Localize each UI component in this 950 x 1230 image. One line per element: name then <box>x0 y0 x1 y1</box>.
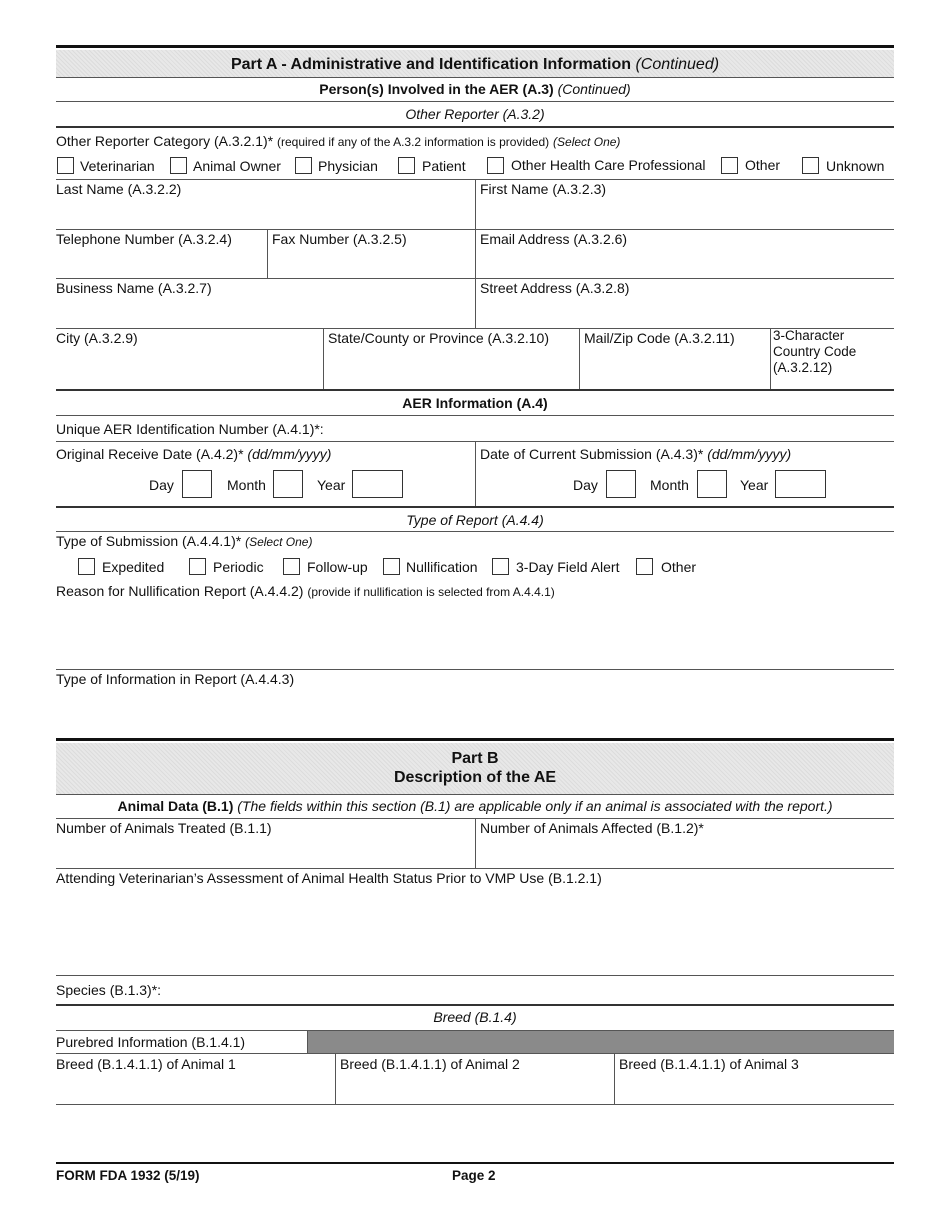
type-submission-text: Type of Submission (A.4.4.1)* <box>56 533 242 549</box>
part-a-title-text: Part A - Administrative and Identification Information <box>230 56 631 73</box>
type-submission-label <box>56 533 312 551</box>
label-other: Other <box>745 157 781 173</box>
orig-day-label: Day <box>149 477 174 493</box>
checkbox-other-hcp[interactable] <box>487 157 504 174</box>
zip-field[interactable]: Mail/Zip Code (A.3.2.11) <box>584 330 735 346</box>
original-date-text: Original Receive Date (A.4.2)* <box>56 446 244 462</box>
label-3-day-field-alert: 3-Day Field Alert <box>516 559 620 575</box>
curr-month-input[interactable] <box>697 470 727 498</box>
label-unknown: Unknown <box>826 158 885 174</box>
rule <box>56 1053 894 1054</box>
type-info-field[interactable]: Type of Information in Report (A.4.4.3) <box>56 671 295 687</box>
telephone-field[interactable]: Telephone Number (A.3.2.4) <box>56 231 232 247</box>
checkbox-veterinarian[interactable] <box>57 157 74 174</box>
curr-day-input[interactable] <box>606 470 636 498</box>
breed-animal-1-field[interactable]: Breed (B.1.4.1.1) of Animal 1 <box>56 1056 236 1072</box>
column-divider <box>579 328 580 389</box>
category-label <box>56 133 620 151</box>
orig-year-input[interactable] <box>352 470 403 498</box>
label-animal-owner: Animal Owner <box>193 158 281 174</box>
rule <box>56 531 894 532</box>
column-divider <box>770 328 771 389</box>
checkbox-submission-other[interactable] <box>636 558 653 575</box>
email-field[interactable]: Email Address (A.3.2.6) <box>480 231 628 247</box>
purebred-shaded-area <box>307 1031 894 1053</box>
label-nullification: Nullification <box>406 559 478 575</box>
city-field[interactable]: City (A.3.2.9) <box>56 330 138 346</box>
rule <box>56 506 894 508</box>
category-note: (required if any of the A.3.2 information is provided) <box>277 135 550 149</box>
checkbox-physician[interactable] <box>295 157 312 174</box>
column-divider <box>323 328 324 389</box>
rule <box>56 328 894 329</box>
other-reporter-heading: Other Reporter (A.3.2) <box>405 106 545 122</box>
state-field[interactable]: State/County or Province (A.3.2.10) <box>328 330 549 346</box>
checkbox-nullification[interactable] <box>383 558 400 575</box>
reason-nullification-field[interactable] <box>56 583 555 601</box>
checkbox-periodic[interactable] <box>189 558 206 575</box>
rule <box>56 868 894 869</box>
part-a-title-suffix: (Continued) <box>635 56 720 73</box>
checkbox-follow-up[interactable] <box>283 558 300 575</box>
first-name-field[interactable]: First Name (A.3.2.3) <box>480 181 607 197</box>
curr-day-label: Day <box>573 477 598 493</box>
label-patient: Patient <box>422 158 466 174</box>
rule <box>56 101 894 102</box>
orig-month-input[interactable] <box>273 470 303 498</box>
column-divider <box>475 278 476 328</box>
reason-nullification-note: (provide if nullification is selected from A.4.4.1) <box>307 585 555 599</box>
column-divider <box>267 229 268 278</box>
animal-data-title: Animal Data (B.1) <box>117 798 234 814</box>
orig-year-label: Year <box>317 477 346 493</box>
label-periodic: Periodic <box>213 559 264 575</box>
rule <box>56 77 894 78</box>
label-expedited: Expedited <box>102 559 165 575</box>
type-submission-select: (Select One) <box>245 535 313 549</box>
orig-month-label: Month <box>227 477 266 493</box>
curr-month-label: Month <box>650 477 689 493</box>
persons-title-text: Person(s) Involved in the AER (A.3) <box>319 81 554 97</box>
current-date-label <box>480 446 791 463</box>
country-code-field[interactable]: 3-Character Country Code (A.3.2.12) <box>773 328 857 375</box>
fax-field[interactable]: Fax Number (A.3.2.5) <box>272 231 407 247</box>
business-name-field[interactable]: Business Name (A.3.2.7) <box>56 280 212 296</box>
animals-treated-field[interactable]: Number of Animals Treated (B.1.1) <box>56 820 272 836</box>
street-address-field[interactable]: Street Address (A.3.2.8) <box>480 280 630 296</box>
part-b-rule <box>56 738 894 741</box>
breed-animal-2-field[interactable]: Breed (B.1.4.1.1) of Animal 2 <box>340 1056 520 1072</box>
label-follow-up: Follow-up <box>307 559 368 575</box>
part-a-title <box>56 56 894 74</box>
checkbox-other[interactable] <box>721 157 738 174</box>
persons-title <box>56 81 894 97</box>
rule <box>56 794 894 795</box>
animals-affected-field[interactable]: Number of Animals Affected (B.1.2)* <box>480 820 704 836</box>
breed-heading: Breed (B.1.4) <box>433 1009 517 1025</box>
label-submission-other: Other <box>661 559 697 575</box>
rule <box>56 1104 894 1105</box>
column-divider <box>614 1053 615 1104</box>
animal-data-heading <box>56 798 894 814</box>
type-of-report-heading: Type of Report (A.4.4) <box>406 512 544 528</box>
column-divider <box>307 1030 308 1053</box>
column-divider <box>475 818 476 868</box>
original-date-label <box>56 446 331 463</box>
rule <box>56 126 894 128</box>
column-divider <box>475 441 476 506</box>
original-date-format: (dd/mm/yyyy) <box>247 446 332 462</box>
reason-nullification-text: Reason for Nullification Report (A.4.4.2) <box>56 583 304 599</box>
persons-title-suffix: (Continued) <box>557 81 631 97</box>
rule <box>56 669 894 670</box>
assessment-field[interactable]: Attending Veterinarian’s Assessment of Animal Health Status Prior to VMP Use (B.1.2.1) <box>56 870 602 886</box>
category-label-text: Other Reporter Category (A.3.2.1)* <box>56 133 274 149</box>
animal-data-note: (The fields within this section (B.1) are applicable only if an animal is associated with the report.) <box>237 798 833 814</box>
rule <box>56 229 894 230</box>
footer-rule <box>56 1162 894 1164</box>
label-veterinarian: Veterinarian <box>80 158 155 174</box>
column-divider <box>335 1053 336 1104</box>
rule <box>56 1004 894 1006</box>
last-name-field[interactable]: Last Name (A.3.2.2) <box>56 181 182 197</box>
checkbox-unknown[interactable] <box>802 157 819 174</box>
part-b-subtitle: Description of the AE <box>393 769 557 786</box>
part-b-title: Part B <box>451 750 499 767</box>
checkbox-expedited[interactable] <box>78 558 95 575</box>
rule <box>56 389 894 391</box>
unique-aer-id-field[interactable]: Unique AER Identification Number (A.4.1)*: <box>56 421 324 437</box>
aer-info-title: AER Information (A.4) <box>402 395 548 411</box>
top-rule <box>56 45 894 48</box>
breed-animal-3-field[interactable]: Breed (B.1.4.1.1) of Animal 3 <box>619 1056 799 1072</box>
orig-day-input[interactable] <box>182 470 212 498</box>
form-number: FORM FDA 1932 (5/19) <box>56 1168 200 1183</box>
species-field[interactable]: Species (B.1.3)*: <box>56 982 162 998</box>
category-select: (Select One) <box>553 135 621 149</box>
rule <box>56 975 894 976</box>
current-date-text: Date of Current Submission (A.4.3)* <box>480 446 704 462</box>
curr-year-input[interactable] <box>775 470 826 498</box>
label-physician: Physician <box>318 158 378 174</box>
current-date-format: (dd/mm/yyyy) <box>707 446 792 462</box>
checkbox-animal-owner[interactable] <box>170 157 187 174</box>
rule <box>56 415 894 416</box>
checkbox-patient[interactable] <box>398 157 415 174</box>
purebred-label: Purebred Information (B.1.4.1) <box>56 1034 246 1050</box>
curr-year-label: Year <box>740 477 769 493</box>
page-number: Page 2 <box>452 1168 496 1183</box>
label-other-hcp: Other Health Care Professional <box>511 157 706 173</box>
checkbox-3-day-field-alert[interactable] <box>492 558 509 575</box>
